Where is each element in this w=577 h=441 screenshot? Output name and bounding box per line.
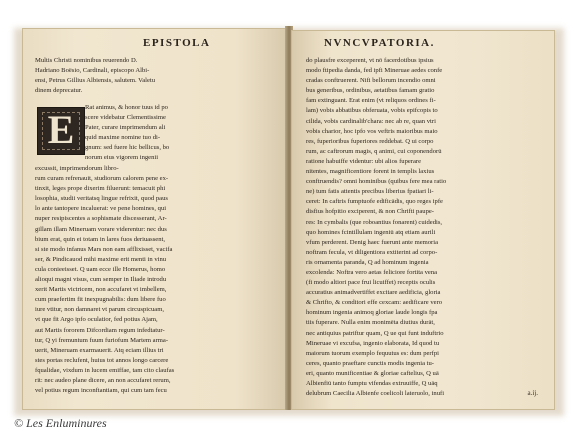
text-line: ratione habuiffe videntur: ubi alios fuperare [306, 157, 422, 165]
text-line: tiis fuperare. Nulla enim monimēta diutius durāt, [306, 319, 435, 327]
left-running-head: EPISTOLA [143, 37, 211, 49]
text-line: cilida, vobis cardinalib'chara: nec ab re, quan vtri [306, 117, 436, 125]
text-line: lo ante tantopere incaluerat: ve pene homines, qui [35, 205, 167, 213]
text-line: disfius hofpitio exciperent, & non Chrifti paupe- [306, 208, 435, 216]
text-line: Rat animus, & honor tuus id po [85, 104, 168, 111]
text-line: vfum perderent. Denig haec fuerunt ante memoria [306, 238, 439, 246]
text-line: (fi modo altiori pace frui licuiffet) receptis oculis [306, 279, 436, 287]
text-line: norum eius vigorem ingenii [85, 154, 159, 162]
text-line: tur, Q yi fremuntum fuum furiofum Martem arma- [35, 336, 169, 344]
left-body-block [35, 164, 285, 396]
text-line: aut Martis fororem Difcordiam regum infedtatur- [35, 326, 165, 334]
text-line: losophia, studii veritatsq lingue refrixit, quod paus [35, 195, 168, 203]
text-line: rum curam refrenauit, studiorum calorem pene ex- [35, 175, 169, 183]
text-line: ceret: In caftris fumptuofe edificādis, quo reges ipfe [306, 198, 443, 206]
text-line: bus generibus, ordinibus, aetatibus famam gratio [306, 87, 435, 95]
text-line: lam) vobis abbatibus obferuata, vobis epifcopis to [306, 107, 438, 115]
text-line: gnum: sed fuere hic bellicus, bo [85, 144, 170, 152]
salutation-line: Multis Christi nominibus reuerendo D. [35, 57, 138, 64]
text-line: ser, & Pindicauod mihi maxime erit menti in vinu [35, 255, 167, 263]
text-line: ris ornamenta paranda, Q ad hominum ingenia [306, 258, 429, 266]
text-line: maiorum tuorum exemplo fequutus es: dum perfpi [306, 349, 439, 357]
text-line: Pater, curare imprimendum ali [85, 124, 166, 132]
image-caption: © Les Enluminures [14, 416, 107, 430]
right-running-head: NVNCVPATORIA. [324, 37, 435, 49]
body-indented-block [35, 103, 285, 164]
signature-mark: a.ij. [527, 389, 538, 397]
text-line: hominum ingenia animoq gloriae laude longis fpa [306, 309, 438, 317]
right-page [291, 30, 555, 410]
text-line: modo ftipedia danda, fed ipfi Mineruae aedes confe [306, 67, 443, 75]
text-line: bium erat, quin ei totam in lares fuos deriuassent, [35, 235, 166, 243]
text-line: delubrum Caecilia Albienfe coelicoli lateruolo, inufi [306, 390, 445, 398]
text-line: gillam illam Mineruam vorare viderentur: nec dus [35, 225, 167, 233]
text-line: rit: nec audeo plane dicere, an non accufaret rerum, [35, 376, 171, 384]
text-line: fqualidae, vixdum in lucem emiffae, tam cito claufas [35, 366, 175, 374]
text-line: vt que fit Argo ipfo oculatior, fed potius Ajam, [35, 316, 158, 324]
text-line: alioqui magni visus, cum semper in Iliade introdu [35, 276, 167, 284]
salutation-line: ensi, Petrus Gillius Albiensis, salutem. Valetu [35, 77, 156, 85]
text-line: res: In cymbalis (que roboantius fonarent) cuidedis, [306, 218, 443, 226]
text-line: noftram fecula, vt diligentiora extiterint ad corpo- [306, 248, 438, 256]
text-line: accuratius animadvertiffet excitare aedificia, gloria [306, 289, 441, 297]
text-line: cum praefertim fit inexpugnabilis: dum libere fuo [35, 296, 166, 304]
text-line: uerit, Mineruam exarmauerit. Atq eciam illius tri [35, 346, 164, 354]
salutation-block [35, 56, 285, 96]
text-line: scere videbatur Clementissime [85, 114, 166, 122]
text-line: si ste modo infanus Mars non eam afflixisset, vacifa [35, 245, 173, 253]
text-line: vobis charior, hoc ipfo vos veftris maioribus maio [306, 127, 438, 135]
text-line: stes portas reclufent, huius tot annos longo carcere [35, 356, 169, 364]
text-line: quid maxime nomine tuo di- [85, 134, 161, 142]
text-line: quo homines fcintillulam ingeniū atq etiam aurili [306, 228, 436, 236]
text-line: do plausfre exceperent, vt nō facerdotibus ipsius [306, 57, 434, 64]
initial-letter: E [47, 107, 75, 152]
text-line: & Chrifto, & conditori effe cexcam: aedificare vero [306, 299, 443, 307]
text-line: rum, ac caftrorum magis, q animi, cui coponendorū [306, 147, 442, 155]
text-line: cradas conftruerent. Nifi bellorum incendio omni [306, 77, 436, 85]
text-line: iure vtitur, non damnaret vt parum circuspicuam, [35, 306, 165, 314]
text-line: conftruendis? omni hominibus (quibus fere mea ratio [306, 178, 447, 186]
text-line: xerit Martis victricem, non accufaret vt imbellem, [35, 286, 167, 294]
text-line: ceres, quanto praeftare cunctis modis ingenia tu- [306, 359, 434, 367]
text-line: nitentes, magnificentiore forent in templis laxius [306, 168, 435, 176]
text-line: res, fuperioribus fuperiores reddebat. Q ui corpo [306, 137, 434, 145]
right-body-block [306, 56, 546, 399]
text-line: fam extinguant. Erat enim (vt reliquos ordines fi- [306, 97, 436, 105]
text-line: excolenda: Noftra vero aetas feliciore fortita vena [306, 268, 438, 276]
salutation-line: dinem deprecatur. [35, 87, 83, 95]
salutation-line: Hadriano Boësio, Cardinali, episcopo Albi- [35, 67, 150, 75]
text-line: eri, quanto munificentiae & gloriae caftelius, Q uā [306, 369, 439, 377]
text-line: nec antiquius patriftur quam, Q ue qui funt induftrio [306, 329, 444, 337]
text-line: Mineruae vi excufsa, ingenio elaborata, Id quod tu [306, 339, 440, 347]
text-line: excussit, imprimendorum libro- [35, 165, 119, 172]
text-line: tinxit, leges prope dixerim filuerunt: temacuit phi [35, 185, 166, 193]
left-page [22, 28, 290, 410]
text-line: nuper resipiscentes a sophismate discesserant, Ar- [35, 215, 167, 223]
text-line: Albienfiū tanto fumptu vifendas extruuiffe, Q uāq [306, 380, 438, 387]
text-line: vel potius regum inconftantiam, qui cum tam fecu [35, 387, 167, 395]
text-line: ne) tum fatis attentis precibus liberius fpatiari li- [306, 188, 434, 196]
text-line: cula conieeisset. Q uam ecce ille Homerus, homo [35, 265, 166, 273]
